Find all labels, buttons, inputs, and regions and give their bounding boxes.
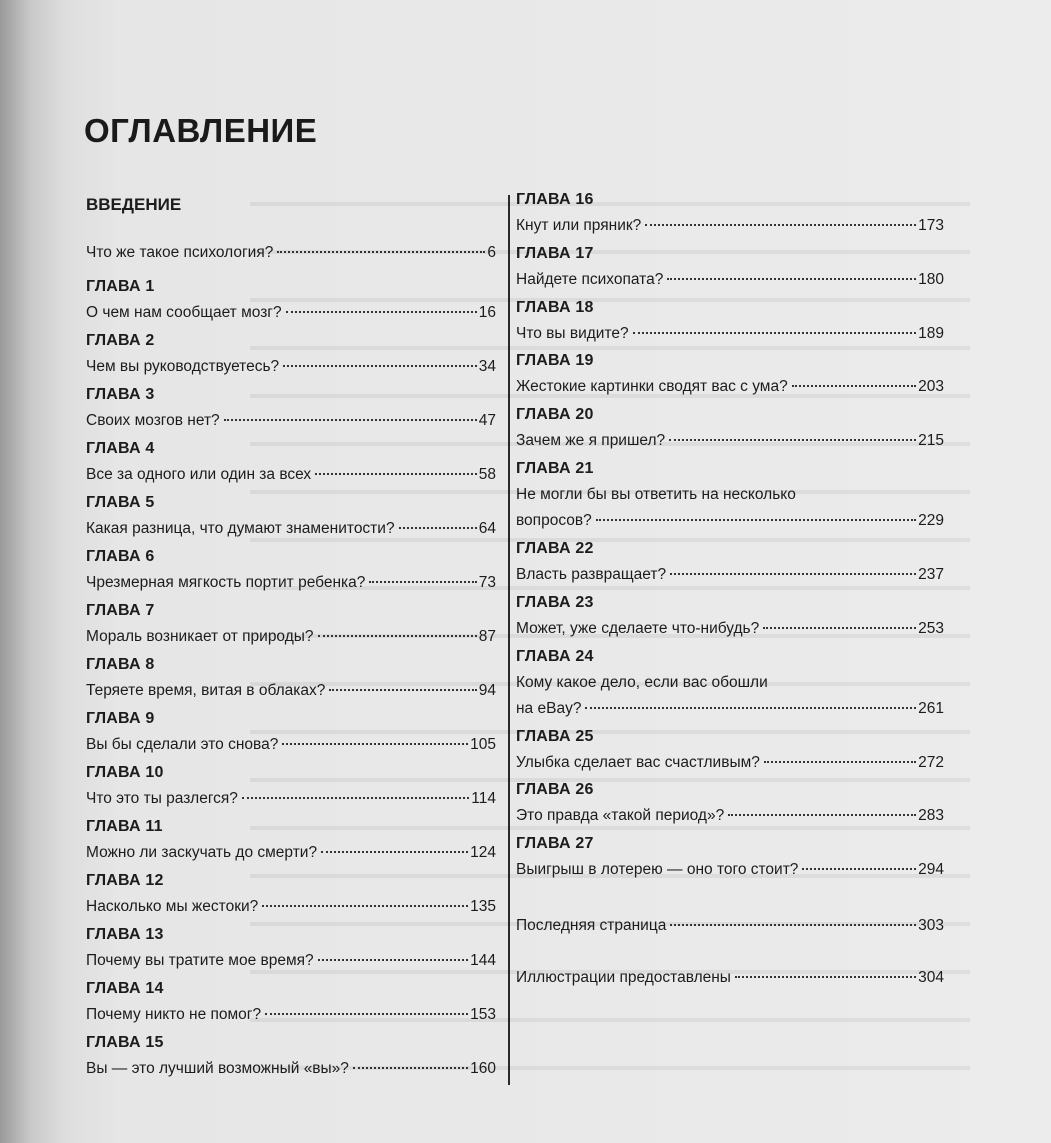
dot-leader xyxy=(353,1067,468,1069)
dot-leader xyxy=(585,707,916,709)
chapter-entry[interactable] xyxy=(86,1030,496,1084)
entry-row xyxy=(516,562,944,588)
entry-title: Иллюстрации предоставлены xyxy=(516,968,731,986)
page-number: 135 xyxy=(470,898,496,915)
entry-title: Вы бы сделали это снова? xyxy=(86,736,279,753)
chapter-label: ГЛАВА 17 xyxy=(516,244,594,262)
entry-title: Выигрыш в лотерею — оно того стоит? xyxy=(516,861,799,879)
page-number: 304 xyxy=(918,968,944,986)
entry-title: Теряете время, витая в облаках? xyxy=(86,682,326,699)
chapter-label: ГЛАВА 12 xyxy=(86,872,164,889)
chapter-entry[interactable] xyxy=(86,436,496,490)
chapter-label: ГЛАВА 26 xyxy=(516,781,594,799)
page-number: 47 xyxy=(478,412,496,429)
chapter-entry[interactable] xyxy=(516,590,944,644)
entry-title: Все за одного или один за всех xyxy=(86,466,312,483)
entry-row xyxy=(86,462,496,488)
entry-row xyxy=(516,616,944,642)
chapter-label: ГЛАВА 23 xyxy=(516,593,594,611)
chapter-entry[interactable] xyxy=(86,490,496,544)
page-number: 229 xyxy=(918,511,944,529)
page-number: 272 xyxy=(918,753,944,771)
entry-row xyxy=(516,750,944,776)
chapter-label: ГЛАВА 11 xyxy=(86,818,163,835)
entry-row xyxy=(86,894,496,920)
dot-leader xyxy=(286,311,477,313)
chapter-entry[interactable] xyxy=(516,777,944,831)
entry-title: Найдете психопата? xyxy=(516,270,664,288)
chapter-entry[interactable] xyxy=(86,868,496,922)
intro-entry[interactable] xyxy=(86,240,496,266)
chapter-label: ГЛАВА 5 xyxy=(86,494,155,511)
chapter-label: ГЛАВА 2 xyxy=(86,332,155,349)
dot-leader xyxy=(265,1013,468,1015)
entry-title: Мораль возникает от природы? xyxy=(86,628,314,645)
entry-row xyxy=(516,321,944,347)
dot-leader xyxy=(318,959,468,961)
entry-row xyxy=(86,300,496,326)
chapter-entry[interactable] xyxy=(516,536,944,590)
page-number: 180 xyxy=(918,270,944,288)
chapter-entry[interactable] xyxy=(516,456,944,536)
page-number: 34 xyxy=(478,358,496,375)
entry-row xyxy=(516,696,944,722)
page-number: 173 xyxy=(918,217,944,234)
chapter-label: ГЛАВА 6 xyxy=(86,548,155,565)
dot-leader xyxy=(764,761,916,763)
dot-leader xyxy=(802,868,916,870)
chapter-label: ГЛАВА 18 xyxy=(516,298,594,316)
chapter-entry[interactable] xyxy=(86,598,496,652)
entry-row xyxy=(86,516,496,542)
entry-title: Почему никто не помог? xyxy=(86,1006,262,1023)
dot-leader xyxy=(315,473,477,475)
chapter-entry[interactable] xyxy=(516,644,944,724)
entry-title: на eBay? xyxy=(516,699,582,717)
back-matter xyxy=(516,913,944,1017)
dot-leader xyxy=(763,627,916,629)
chapter-label: ГЛАВА 24 xyxy=(516,647,594,665)
entry-row xyxy=(86,1056,496,1082)
toc-right-column xyxy=(516,187,944,1017)
entry-title: Последняя страница xyxy=(516,916,667,934)
entry-row xyxy=(86,408,496,434)
entry-title: Власть развращает? xyxy=(516,565,667,583)
dot-leader xyxy=(399,527,477,529)
chapter-label: ГЛАВА 20 xyxy=(516,406,594,424)
chapter-entry[interactable] xyxy=(86,760,496,814)
entry-title: Что вы видите? xyxy=(516,324,629,342)
chapter-entry[interactable] xyxy=(516,831,944,885)
entry-title: Улыбка сделает вас счастливым? xyxy=(516,753,760,771)
dot-leader xyxy=(277,251,485,253)
entry-row xyxy=(86,570,496,596)
chapter-entry[interactable] xyxy=(516,187,944,241)
dot-leader xyxy=(321,851,468,853)
back-matter-entry[interactable] xyxy=(516,913,944,965)
entry-title: вопросов? xyxy=(516,511,592,529)
page-number: 215 xyxy=(918,432,944,450)
entry-row xyxy=(516,374,944,400)
chapter-entry[interactable] xyxy=(516,348,944,402)
chapter-label: ГЛАВА 4 xyxy=(86,440,155,457)
entry-row xyxy=(516,508,944,534)
dot-leader xyxy=(242,797,469,799)
chapter-label: ГЛАВА 8 xyxy=(86,656,155,673)
page-number: 203 xyxy=(918,378,944,396)
page-number: 73 xyxy=(478,574,496,591)
entry-title: Почему вы тратите мое время? xyxy=(86,952,314,969)
page-number: 64 xyxy=(478,520,496,537)
entry-title: Что это ты разлегся? xyxy=(86,790,238,807)
entry-title: Какая разница, что думают знаменитости? xyxy=(86,520,395,537)
entry-row xyxy=(86,948,496,974)
column-divider xyxy=(508,195,510,1085)
chapter-entry[interactable] xyxy=(516,724,944,778)
dot-leader xyxy=(667,278,916,280)
page-number: 58 xyxy=(478,466,496,483)
entry-row xyxy=(516,803,944,829)
page-number: 237 xyxy=(918,565,944,583)
entry-title-line: Не могли бы вы ответить на несколько xyxy=(516,485,796,503)
chapter-label: ГЛАВА 7 xyxy=(86,602,155,619)
page-number: 189 xyxy=(918,324,944,342)
chapter-label: ГЛАВА 21 xyxy=(516,459,594,477)
page-number: 87 xyxy=(478,628,496,645)
chapter-label: ГЛАВА 3 xyxy=(86,386,155,403)
dot-leader xyxy=(728,814,916,816)
page-title: ОГЛАВЛЕНИЕ xyxy=(84,112,318,149)
entry-row xyxy=(86,786,496,812)
chapter-entry[interactable] xyxy=(86,706,496,760)
dot-leader xyxy=(369,581,476,583)
page-number: 124 xyxy=(470,844,496,861)
page-number: 261 xyxy=(918,699,944,717)
entry-title: Насколько мы жестоки? xyxy=(86,898,259,915)
chapter-entry[interactable] xyxy=(516,241,944,295)
page-number: 283 xyxy=(918,807,944,825)
chapter-label: ГЛАВА 1 xyxy=(86,278,155,295)
dot-leader xyxy=(792,385,916,387)
chapter-entry[interactable] xyxy=(86,382,496,436)
page-number: 303 xyxy=(918,916,944,934)
chapter-entry[interactable] xyxy=(86,544,496,598)
chapter-entry[interactable] xyxy=(86,652,496,706)
chapter-entry[interactable] xyxy=(86,976,496,1030)
chapter-entry[interactable] xyxy=(86,274,496,328)
intro-heading: ВВЕДЕНИЕ xyxy=(86,195,182,214)
entry-title: Зачем же я пришел? xyxy=(516,432,666,450)
dot-leader xyxy=(224,419,477,421)
entry-row xyxy=(86,678,496,704)
chapter-label: ГЛАВА 27 xyxy=(516,835,594,853)
entry-row xyxy=(86,732,496,758)
entry-row xyxy=(516,267,944,293)
chapter-label: ГЛАВА 16 xyxy=(516,191,594,208)
chapter-entry[interactable] xyxy=(86,814,496,868)
entry-title: Может, уже сделаете что-нибудь? xyxy=(516,619,760,637)
page-number: 6 xyxy=(487,244,496,261)
entry-row xyxy=(86,624,496,650)
entry-row xyxy=(86,840,496,866)
entry-title-line: Кому какое дело, если вас обошли xyxy=(516,673,768,691)
chapter-label: ГЛАВА 13 xyxy=(86,926,164,943)
dot-leader xyxy=(282,743,468,745)
chapter-entry[interactable] xyxy=(516,402,944,456)
page-number: 294 xyxy=(918,861,944,879)
dot-leader xyxy=(669,439,916,441)
chapter-label: ГЛАВА 25 xyxy=(516,727,594,745)
entry-title: Кнут или пряник? xyxy=(516,217,642,234)
dot-leader xyxy=(262,905,468,907)
entry-title: Своих мозгов нет? xyxy=(86,412,220,429)
dot-leader xyxy=(283,365,477,367)
chapter-entry[interactable] xyxy=(516,295,944,349)
dot-leader xyxy=(633,332,917,334)
chapter-entry[interactable] xyxy=(86,922,496,976)
page-number: 153 xyxy=(470,1006,496,1023)
page-number: 16 xyxy=(478,304,496,321)
entry-title: Чрезмерная мягкость портит ребенка? xyxy=(86,574,366,591)
entry-title: Жестокие картинки сводят вас с ума? xyxy=(516,378,788,396)
chapter-label: ГЛАВА 19 xyxy=(516,352,594,370)
entry-title: Можно ли заскучать до смерти? xyxy=(86,844,318,861)
dot-leader xyxy=(670,573,916,575)
entry-row xyxy=(86,1002,496,1028)
page-number: 160 xyxy=(470,1060,496,1077)
chapter-label: ГЛАВА 22 xyxy=(516,539,594,557)
entry-row xyxy=(516,428,944,454)
page-number: 105 xyxy=(470,736,496,753)
chapter-label: ГЛАВА 10 xyxy=(86,764,164,781)
dot-leader xyxy=(329,689,476,691)
entry-title: О чем нам сообщает мозг? xyxy=(86,304,282,321)
back-matter-entry[interactable] xyxy=(516,965,944,1017)
entry-row xyxy=(86,354,496,380)
page-number: 114 xyxy=(471,790,496,807)
chapter-label: ГЛАВА 9 xyxy=(86,710,155,727)
entry-title: Что же такое психология? xyxy=(86,244,274,261)
dot-leader xyxy=(670,924,916,926)
dot-leader xyxy=(596,519,916,521)
entry-title: Это правда «такой период»? xyxy=(516,807,725,825)
toc-left-column xyxy=(86,190,496,1084)
dot-leader xyxy=(645,224,916,226)
entry-row xyxy=(516,213,944,239)
page-number: 94 xyxy=(478,682,496,699)
dot-leader xyxy=(735,976,916,978)
page-number: 253 xyxy=(918,619,944,637)
entry-title: Вы — это лучший возможный «вы»? xyxy=(86,1060,349,1077)
entry-row xyxy=(516,857,944,883)
chapter-entry[interactable] xyxy=(86,328,496,382)
entry-title: Чем вы руководствуетесь? xyxy=(86,358,280,375)
page-number: 144 xyxy=(470,952,496,969)
chapter-label: ГЛАВА 14 xyxy=(86,980,164,997)
chapter-label: ГЛАВА 15 xyxy=(86,1034,164,1051)
dot-leader xyxy=(318,635,477,637)
